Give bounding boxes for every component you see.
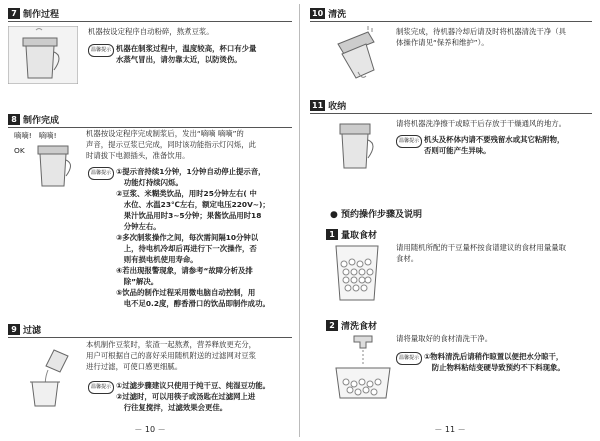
beep-label: 嘀嘀! 嘀嘀!	[14, 131, 57, 140]
section-11-header	[310, 98, 346, 112]
right-page-number: － 11 －	[434, 425, 466, 434]
section-9-header	[8, 322, 41, 336]
preset-step-2-tip-2: 防止物料粘结变硬导致预约不下料现象。	[424, 363, 565, 372]
section-8-tip-9: 则有损电机使用寿命。	[116, 255, 198, 264]
section-8-title: 制作完成	[23, 115, 60, 126]
section-9-text-1: 本机制作豆浆时，浆渣一起熬煮，营养释放更充分，	[86, 340, 256, 349]
filter-pouring-illustration	[14, 342, 78, 410]
section-11-rule	[310, 113, 592, 114]
section-8-tip-7: ③多次制浆操作之间，每次需间隔10分钟以	[116, 233, 259, 242]
left-page-number: － 10 －	[134, 425, 166, 434]
soymilk-maker-illustration	[8, 26, 78, 84]
section-8-tip-5: 果汁饮品用时3~5分钟；果酱饮品用时18	[116, 211, 262, 220]
section-8-tip-6: 分钟左右。	[116, 222, 161, 231]
section-8-text-2: 声音，提示豆浆已完成，同时该功能指示灯闪烁，此	[86, 140, 256, 149]
section-9-rule	[8, 337, 292, 338]
section-10-text-2: 体操作请见“保养和维护”）。	[396, 38, 489, 47]
section-10-title: 清洗	[328, 9, 347, 20]
preset-step-2-title: 清洗食材	[341, 321, 378, 332]
washing-beans-illustration	[330, 334, 396, 404]
section-7-tip-badge: 温馨提示	[88, 44, 114, 57]
section-9-text-3: 进行过滤，可使口感更细腻。	[86, 362, 183, 371]
section-7-rule	[8, 21, 292, 22]
section-8-tip-badge: 温馨提示	[88, 167, 114, 180]
section-8-tip-4: 水位、水温23℃左右，额定电压220V~)；	[116, 200, 270, 209]
preset-step-2-text: 请将量取好的食材清洗干净。	[396, 334, 493, 343]
section-8-tip-10: ④若出现报警现象，请参考“故障分析及排	[116, 266, 253, 275]
preset-step-2-number: 2	[326, 320, 338, 331]
section-10-header	[310, 6, 346, 20]
washing-machine-head-illustration	[328, 24, 390, 86]
section-8-tip-1: ①提示音持续1分钟，1分钟自动停止提示音，	[116, 167, 266, 176]
section-11-tip-2: 否则可能产生异味。	[424, 146, 491, 155]
finished-machine-illustration	[30, 140, 78, 192]
preset-step-1-number: 1	[326, 229, 338, 240]
storage-machine-illustration	[328, 118, 388, 176]
section-9-tip-1: ①过滤步骤建议只使用于纯干豆、纯湿豆功能。	[116, 381, 271, 390]
measuring-cup-illustration	[330, 242, 384, 304]
section-11-title: 收纳	[328, 101, 347, 112]
section-10-number: 10	[312, 8, 324, 18]
right-page	[300, 0, 600, 441]
section-7-title: 制作过程	[23, 9, 60, 20]
section-9-number: 9	[8, 324, 20, 335]
section-9-tip-3: 行往复搅拌，过滤效果会更佳。	[116, 403, 228, 412]
preset-step-2-header	[326, 318, 377, 332]
section-8-tip-8: 上，待电机冷却后再进行下一次操作，否	[116, 244, 257, 253]
preset-step-1-title: 量取食材	[341, 230, 378, 241]
section-8-number: 8	[8, 114, 20, 125]
section-8-tip-11: 除”解决。	[116, 277, 159, 286]
section-11-number: 11	[312, 100, 324, 110]
preset-step-1-header	[326, 227, 377, 241]
section-11-tip-badge: 温馨提示	[396, 135, 422, 148]
section-7-number: 7	[8, 8, 20, 19]
preset-heading: ● 预约操作步骤及说明	[330, 210, 422, 220]
section-8-tip-12: ⑤饮品的制作过程采用微电脑自动控制，用	[116, 288, 256, 297]
preset-step-2-tip-badge: 温馨提示	[396, 352, 422, 365]
section-11-tip-1: 机头及杯体内请不要残留水或其它粘附物，	[424, 135, 565, 144]
section-11-text: 请将机器洗净擦干或晾干后存放于干燥通风的地方。	[396, 119, 566, 128]
section-9-tip-badge: 温馨提示	[88, 381, 114, 394]
section-8-tip-2: 功能灯持续闪烁。	[116, 178, 183, 187]
section-7-tip-line-1: 机器在制浆过程中，温度较高，杯口有少量	[116, 44, 257, 53]
section-10-text-1: 制浆完成，待机器冷却后请及时将机器清洗干净（具	[396, 27, 566, 36]
preset-step-2-tip-1: ①物料清洗后请稍作晾置以便把水分晾干，	[424, 352, 564, 361]
section-8-text-3: 时请拔下电源插头，准备饮用。	[86, 151, 190, 160]
ok-label: OK	[14, 146, 25, 155]
section-8-text-1: 机器按设定程序完成制浆后，发出“嘀嘀 嘀嘀”的	[86, 129, 244, 138]
section-9-tip-2: ②过滤时，可以用筷子或汤匙在过滤网上进	[116, 392, 256, 401]
section-8-header	[8, 112, 59, 126]
section-8-tip-13: 电不足0.2度，醇香滑口的饮品即制作成功。	[116, 299, 270, 308]
section-7-text: 机器按设定程序自动粉碎，熬煮豆浆。	[88, 27, 214, 36]
section-8-tip-3: ②豆浆、米糊类饮品，用时25分钟左右( 中	[116, 189, 257, 198]
section-7-tip-line-2: 水蒸气冒出，请勿靠太近，以防烫伤。	[116, 55, 242, 64]
section-7-header	[8, 6, 59, 20]
section-9-title: 过滤	[23, 325, 42, 336]
section-10-rule	[310, 21, 592, 22]
section-9-text-2: 用户可根据自己的喜好采用随机附送的过滤网对豆浆	[86, 351, 256, 360]
preset-step-1-text-2: 食材。	[396, 254, 419, 263]
preset-step-1-text-1: 请用随机所配的干豆量杯按食谱建议的食材用量量取	[396, 243, 566, 252]
